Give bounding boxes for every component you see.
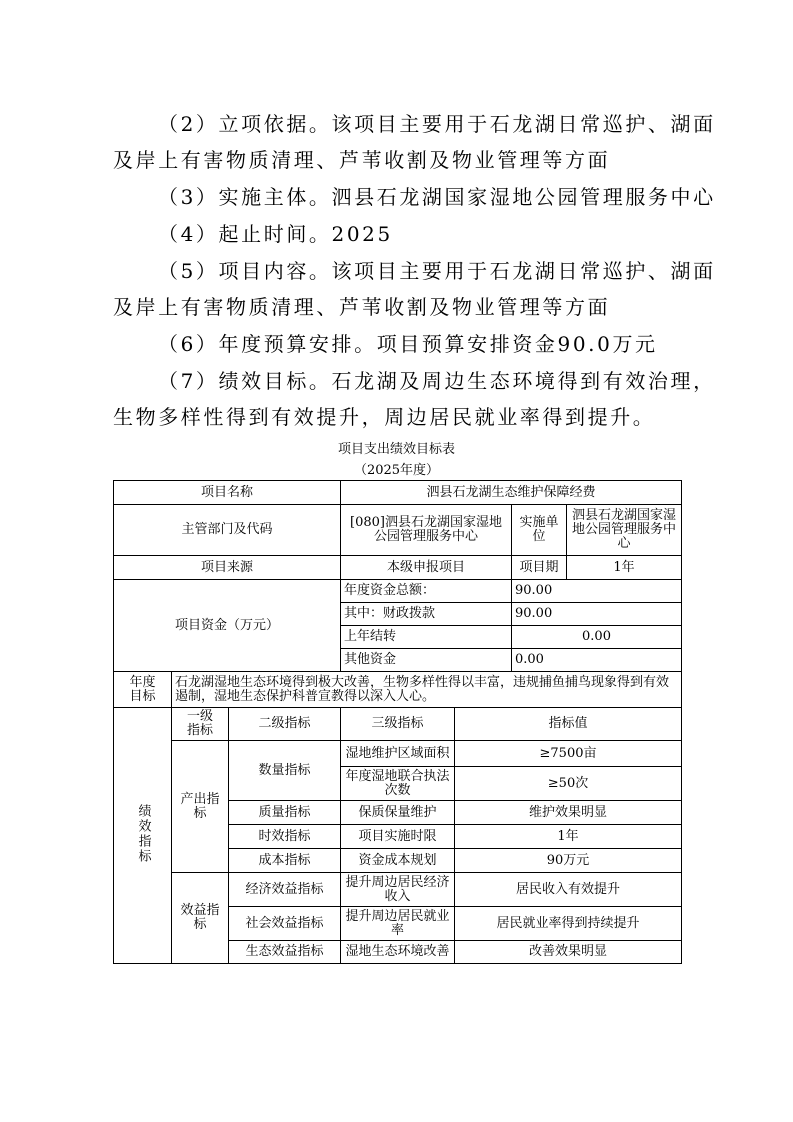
header-level2: 二级指标	[229, 708, 341, 741]
economic-l2: 经济效益指标	[229, 873, 341, 907]
quality-l2: 质量指标	[229, 801, 341, 825]
project-name-value: 泗县石龙湖生态维护保障经费	[341, 481, 682, 505]
annual-goal-text: 石龙湖湿地生态环境得到极大改善，生物多样性得以丰富，违规捕鱼捕鸟现象得到有效遏制，湿地生态保护科普宣教得以深入人心。	[172, 672, 682, 708]
paragraph-line-basis: （2）立项依据。该项目主要用于石龙湖日常巡护、湖面	[158, 112, 716, 136]
project-source-label: 项目来源	[114, 556, 341, 580]
fund-other-label: 其他资金	[341, 649, 512, 672]
social-value: 居民就业率得到持续提升	[455, 907, 682, 941]
economic-value: 居民收入有效提升	[455, 873, 682, 907]
dept-label: 主管部门及代码	[114, 505, 341, 556]
area-value: ≥7500亩	[455, 741, 682, 767]
project-period-label: 项目期	[512, 556, 567, 580]
paragraph-line-content-cont: 及岸上有害物质清理、芦苇收割及物业管理等方面	[113, 295, 611, 319]
table-row	[114, 481, 682, 505]
table-row	[114, 741, 682, 767]
fund-total-label: 年度资金总额：	[341, 580, 512, 603]
header-level3: 三级指标	[341, 708, 455, 741]
annual-goal-label: 年度目标	[114, 672, 172, 708]
quality-value: 维护效果明显	[455, 801, 682, 825]
timeliness-l3: 项目实施时限	[341, 825, 455, 849]
cost-l3: 资金成本规划	[341, 849, 455, 873]
eco-l3: 湿地生态环境改善	[341, 941, 455, 964]
paragraph-line-entity: （3）实施主体。泗县石龙湖国家湿地公园管理服务中心	[158, 185, 716, 209]
joint-l3: 年度湿地联合执法次数	[341, 767, 455, 801]
project-period-value: 1年	[567, 556, 682, 580]
joint-value: ≥50次	[455, 767, 682, 801]
eco-l2: 生态效益指标	[229, 941, 341, 964]
project-source-value: 本级申报项目	[341, 556, 512, 580]
fund-total-value: 90.00	[512, 580, 682, 603]
paragraph-line-goal: （7）绩效目标。石龙湖及周边生态环境得到有效治理，	[158, 369, 716, 393]
fund-carryover-label: 上年结转	[341, 626, 512, 649]
social-l3: 提升周边居民就业率	[341, 907, 455, 941]
dept-value: [080]泗县石龙湖国家湿地公园管理服务中心	[341, 505, 512, 556]
paragraph-line-budget: （6）年度预算安排。项目预算安排资金90.0万元	[158, 332, 658, 356]
paragraph-line-period: （4）起止时间。2025	[158, 222, 393, 246]
eco-value: 改善效果明显	[455, 941, 682, 964]
table-year: （2025年度）	[353, 463, 440, 478]
fund-carryover-value: 0.00	[512, 626, 682, 649]
social-l2: 社会效益指标	[229, 907, 341, 941]
fund-other-value: 0.00	[512, 649, 682, 672]
table-title: 项目支出绩效目标表	[337, 442, 455, 457]
header-level1: 一级指标	[172, 708, 229, 741]
table-row	[114, 873, 682, 907]
fund-fiscal-value: 90.00	[512, 603, 682, 626]
table-row	[114, 672, 682, 708]
quantity-indicator-label: 数量指标	[229, 741, 341, 801]
paragraph-line-basis-cont: 及岸上有害物质清理、芦苇收割及物业管理等方面	[113, 148, 611, 172]
header-value: 指标值	[455, 708, 682, 741]
timeliness-l2: 时效指标	[229, 825, 341, 849]
impl-unit-label: 实施单位	[512, 505, 567, 556]
cost-l2: 成本指标	[229, 849, 341, 873]
table-row	[114, 708, 682, 741]
output-indicator-label: 产出指标	[172, 741, 229, 873]
performance-target-table	[113, 480, 682, 964]
perf-indicator-label: 绩效指标	[114, 708, 172, 964]
timeliness-value: 1年	[455, 825, 682, 849]
cost-value: 90万元	[455, 849, 682, 873]
table-row	[114, 505, 682, 556]
paragraph-line-content: （5）项目内容。该项目主要用于石龙湖日常巡护、湖面	[158, 259, 716, 283]
quality-l3: 保质保量维护	[341, 801, 455, 825]
fund-fiscal-label: 其中：财政拨款	[341, 603, 512, 626]
project-fund-label: 项目资金（万元）	[114, 580, 341, 672]
table-row	[114, 556, 682, 580]
economic-l3: 提升周边居民经济收入	[341, 873, 455, 907]
project-name-label: 项目名称	[114, 481, 341, 505]
table-row	[114, 580, 682, 603]
paragraph-line-goal-cont: 生物多样性得到有效提升，周边居民就业率得到提升。	[113, 405, 656, 429]
area-l3: 湿地维护区域面积	[341, 741, 455, 767]
impl-unit-value: 泗县石龙湖国家湿地公园管理服务中心	[567, 505, 682, 556]
benefit-indicator-label: 效益指标	[172, 873, 229, 964]
